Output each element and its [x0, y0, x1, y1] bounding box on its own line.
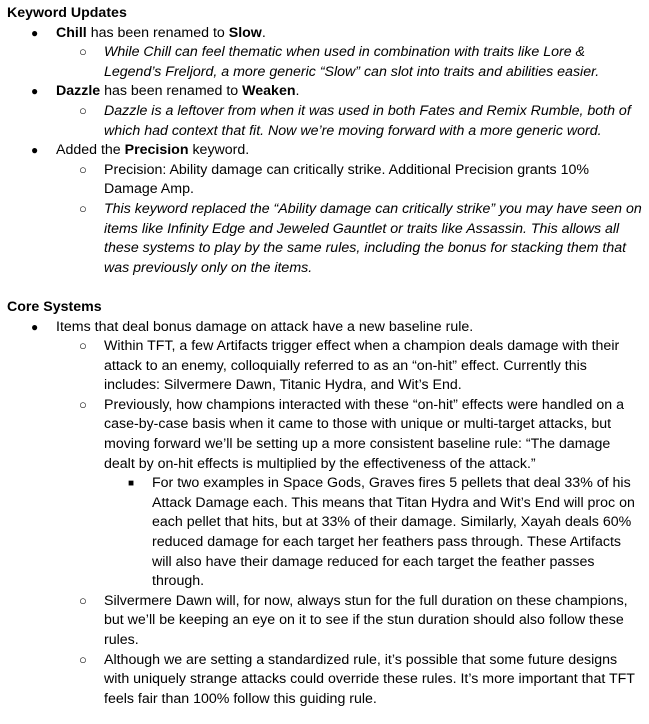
dazzle-rename-item: ● Dazzle has been renamed to Weaken. [7, 82, 643, 102]
list-item: ○ Within TFT, a few Artifacts trigger effect when a champion deals damage with their attack to an enemy, colloquially referred to as an “on-hit” effect. Currently this includes: Silvermere Dawn, Titanic Hydra, and Wit’s End. [79, 338, 620, 394]
chill-rename-note: ○ While Chill can feel thematic when used in combination with traits like Lore & Legend’s Freljord, a more generic “Slow” can slot into traits and abilities easier. [79, 44, 600, 80]
chill-rename-item: ● Chill has been renamed to Slow. [7, 24, 643, 44]
keyword-updates-heading: Keyword Updates [7, 5, 127, 21]
hollow-circle-bullet-icon: ○ [79, 161, 87, 177]
weaken-keyword: Weaken [242, 83, 296, 100]
list-item: ○ Previously, how champions interacted with these “on-hit” effects were handled on a case-by-case basis when it came to those with unique or multi-target attacks, but moving forward we’ll be setting up a more consistent baseline rule: “The damage dealt by on-hit effects is multiplied by the effectiveness of the attack.” [79, 396, 624, 472]
on-hit-rule-item: ● Items that deal bonus damage on attack have a new baseline rule. [7, 318, 643, 338]
patch-notes-document [7, 4, 643, 709]
filled-circle-bullet-icon: ● [31, 319, 39, 334]
filled-circle-bullet-icon: ● [31, 143, 39, 158]
dazzle-rename-note: ○ Dazzle is a leftover from when it was used in both Fates and Remix Rumble, both of which had context that fit. Now we’re moving forward with a more generic word. [79, 102, 631, 139]
precision-keyword: Precision [124, 142, 189, 159]
hollow-circle-bullet-icon: ○ [79, 338, 87, 354]
hollow-circle-bullet-icon: ○ [79, 44, 87, 60]
hollow-circle-bullet-icon: ○ [79, 651, 87, 667]
filled-circle-bullet-icon: ● [31, 84, 39, 99]
hollow-circle-bullet-icon: ○ [79, 200, 87, 216]
precision-note: ○ This keyword replaced the “Ability damage can critically strike” you may have seen on items like Infinity Edge and Jeweled Gauntlet or traits like Assassin. This allows all these systems to play by the same rules, including the bonus for stacking them that was previously only on the items. [79, 200, 642, 276]
section-spacer [7, 278, 643, 298]
list-item: ○ Silvermere Dawn will, for now, always stun for the full duration on these champions, but we’ll be keeping an eye on it to see if the stun duration should also follow these rules. [79, 592, 628, 648]
hollow-circle-bullet-icon: ○ [79, 102, 87, 118]
filled-circle-bullet-icon: ● [31, 25, 39, 40]
slow-keyword: Slow [228, 24, 262, 41]
core-systems-heading: Core Systems [7, 298, 102, 315]
hollow-circle-bullet-icon: ○ [79, 592, 87, 608]
space-gods-example: ■ For two examples in Space Gods, Graves fires 5 pellets that deal 33% of his Attack Damage each. This means that Titan Hydra and Wit’s End will proc on each pellet that hits, but at 33% of their damage. Similarly, Xayah deals 60% reduced damage for each target her feathers pass through. These Artifacts will also have their damage reduced for each target the feather passes through. [128, 475, 635, 590]
precision-added-item: ● Added the Precision keyword. [7, 141, 643, 161]
dazzle-keyword: Dazzle [56, 83, 101, 100]
precision-definition: ○ Precision: Ability damage can critically strike. Additional Precision grants 10% Damage Amp. [79, 161, 589, 198]
chill-keyword: Chill [56, 24, 87, 41]
hollow-circle-bullet-icon: ○ [79, 396, 87, 412]
list-item: ○ Although we are setting a standardized rule, it’s possible that some future designs with uniquely strange attacks could override these rules. It’s more important that TFT feels fair than 100% follow this guiding rule. [79, 651, 635, 707]
filled-square-bullet-icon: ■ [128, 478, 135, 490]
